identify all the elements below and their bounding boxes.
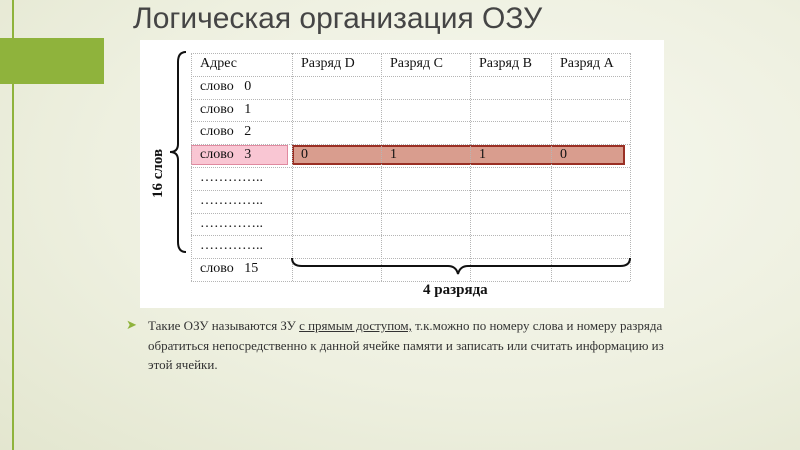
bit-cell: 0: [301, 147, 308, 163]
address-cell: …………..: [200, 215, 263, 231]
bit-cell: 1: [479, 147, 486, 163]
table-column-line: [470, 53, 471, 281]
words-count-label: 16 слов: [150, 148, 166, 198]
table-row-line: [191, 76, 630, 77]
table-row-line: [191, 121, 630, 122]
address-cell: слово 3: [200, 147, 252, 163]
arrow-bullet-icon: ➤: [126, 318, 137, 333]
address-cell: …………..: [200, 238, 263, 254]
bits-count-label: 4 разряда: [423, 282, 488, 298]
table-header-cell: Разряд B: [479, 56, 532, 71]
address-cell: слово 15: [200, 261, 259, 277]
body-text-start: Такие ОЗУ называются ЗУ: [148, 318, 300, 333]
table-header-cell: Разряд C: [390, 56, 443, 71]
direct-access-term: с прямым доступом,: [299, 318, 412, 333]
table-header-cell: Адрес: [200, 56, 238, 71]
address-cell: слово 1: [200, 101, 252, 117]
highlighted-word-row: [292, 145, 625, 165]
bit-cell: 0: [560, 147, 567, 163]
table-row-line: [191, 281, 630, 282]
table-row-line: [191, 99, 630, 100]
table-column-line: [551, 53, 552, 281]
table-column-line: [292, 53, 293, 281]
body-paragraph: [148, 316, 668, 375]
table-column-line: [381, 53, 382, 281]
slide-title: Логическая организация ОЗУ: [133, 2, 543, 35]
address-cell: слово 0: [200, 78, 252, 94]
table-header-cell: Разряд A: [560, 56, 614, 71]
address-cell: …………..: [200, 192, 263, 208]
accent-bar: [0, 38, 104, 84]
address-cell: слово 2: [200, 124, 252, 140]
table-header-cell: Разряд D: [301, 56, 355, 71]
bit-cell: 1: [390, 147, 397, 163]
address-cell: …………..: [200, 170, 263, 185]
table-column-line: [630, 53, 631, 281]
body-text-end: т.к.можно по номеру слова и номеру разряда обратиться непосредственно к данной ячейке памяти и записать или считать информацию из этой ячейки.: [148, 318, 664, 372]
